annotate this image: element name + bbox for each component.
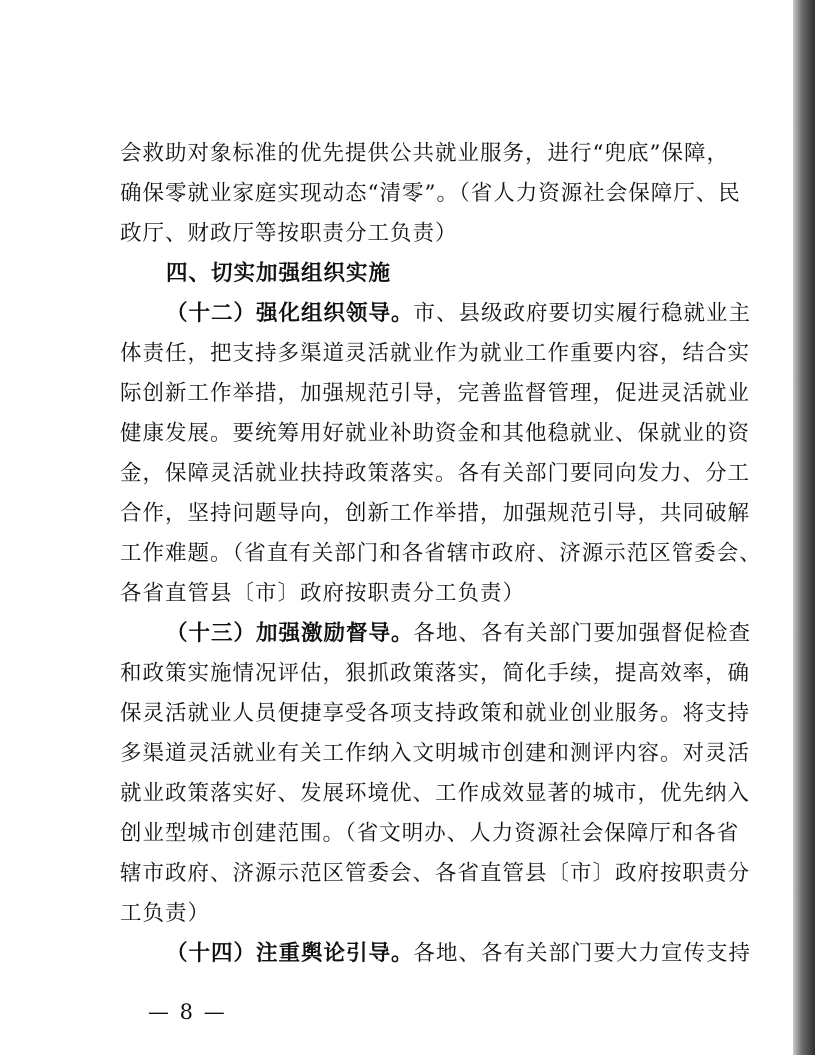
intro-line-3: 政厅、财政厅等按职责分工负责） [120, 221, 458, 246]
document-body [120, 134, 762, 974]
item12-line: 各省直管县〔市〕政府按职责分工负责） [120, 581, 526, 606]
intro-line-2: 确保零就业家庭实现动态“清零”。（省人力资源社会保障厅、民 [120, 181, 741, 206]
item13-line: 工负责） [120, 901, 211, 926]
item13-first-rest: 各地、各有关部门要加强督促检查 [413, 621, 752, 646]
item13-line: 多渠道灵活就业有关工作纳入文明城市创建和测评内容。对灵活 [120, 741, 751, 766]
item12-first-rest: 市、县级政府要切实履行稳就业主 [413, 301, 752, 326]
page-number: — 8 — [148, 1000, 227, 1024]
section-heading: 四、切实加强组织实施 [166, 261, 392, 286]
item13-line: 就业政策落实好、发展环境优、工作成效显著的城市，优先纳入 [120, 781, 751, 806]
item12-line: 工作难题。（省直有关部门和各省辖市政府、济源示范区管委会、 [120, 541, 762, 566]
scan-edge-shadow [793, 0, 815, 1055]
item13-line: 辖市政府、济源示范区管委会、各省直管县〔市〕政府按职责分 [120, 861, 751, 886]
item13-title: （十三）加强激励督导。 [166, 621, 414, 646]
item12-line: 健康发展。要统筹用好就业补助资金和其他稳就业、保就业的资 [120, 421, 751, 446]
item14-first-rest: 各地、各有关部门要大力宣传支持 [413, 941, 752, 966]
item13-line: 和政策实施情况评估，狠抓政策落实，简化手续，提高效率，确 [120, 661, 751, 686]
item14-title: （十四）注重舆论引导。 [166, 941, 414, 966]
item14-first-line [120, 934, 752, 974]
item12-line: 合作，坚持问题导向，创新工作举措，加强规范引导，共同破解 [120, 501, 751, 526]
item12-line: 金，保障灵活就业扶持政策落实。各有关部门要同向发力、分工 [120, 461, 751, 486]
item13-line: 创业型城市创建范围。（省文明办、人力资源社会保障厅和各省 [120, 821, 740, 846]
item13-first-line [120, 614, 752, 654]
item12-line: 际创新工作举措，加强规范引导，完善监督管理，促进灵活就业 [120, 381, 751, 406]
intro-line-1: 会救助对象标准的优先提供公共就业服务，进行“兜底”保障， [120, 141, 729, 166]
item12-first-line [120, 294, 752, 334]
item13-line: 保灵活就业人员便捷享受各项支持政策和就业创业服务。将支持 [120, 701, 751, 726]
item12-title: （十二）强化组织领导。 [166, 301, 414, 326]
item12-line: 体责任，把支持多渠道灵活就业作为就业工作重要内容，结合实 [120, 341, 751, 366]
